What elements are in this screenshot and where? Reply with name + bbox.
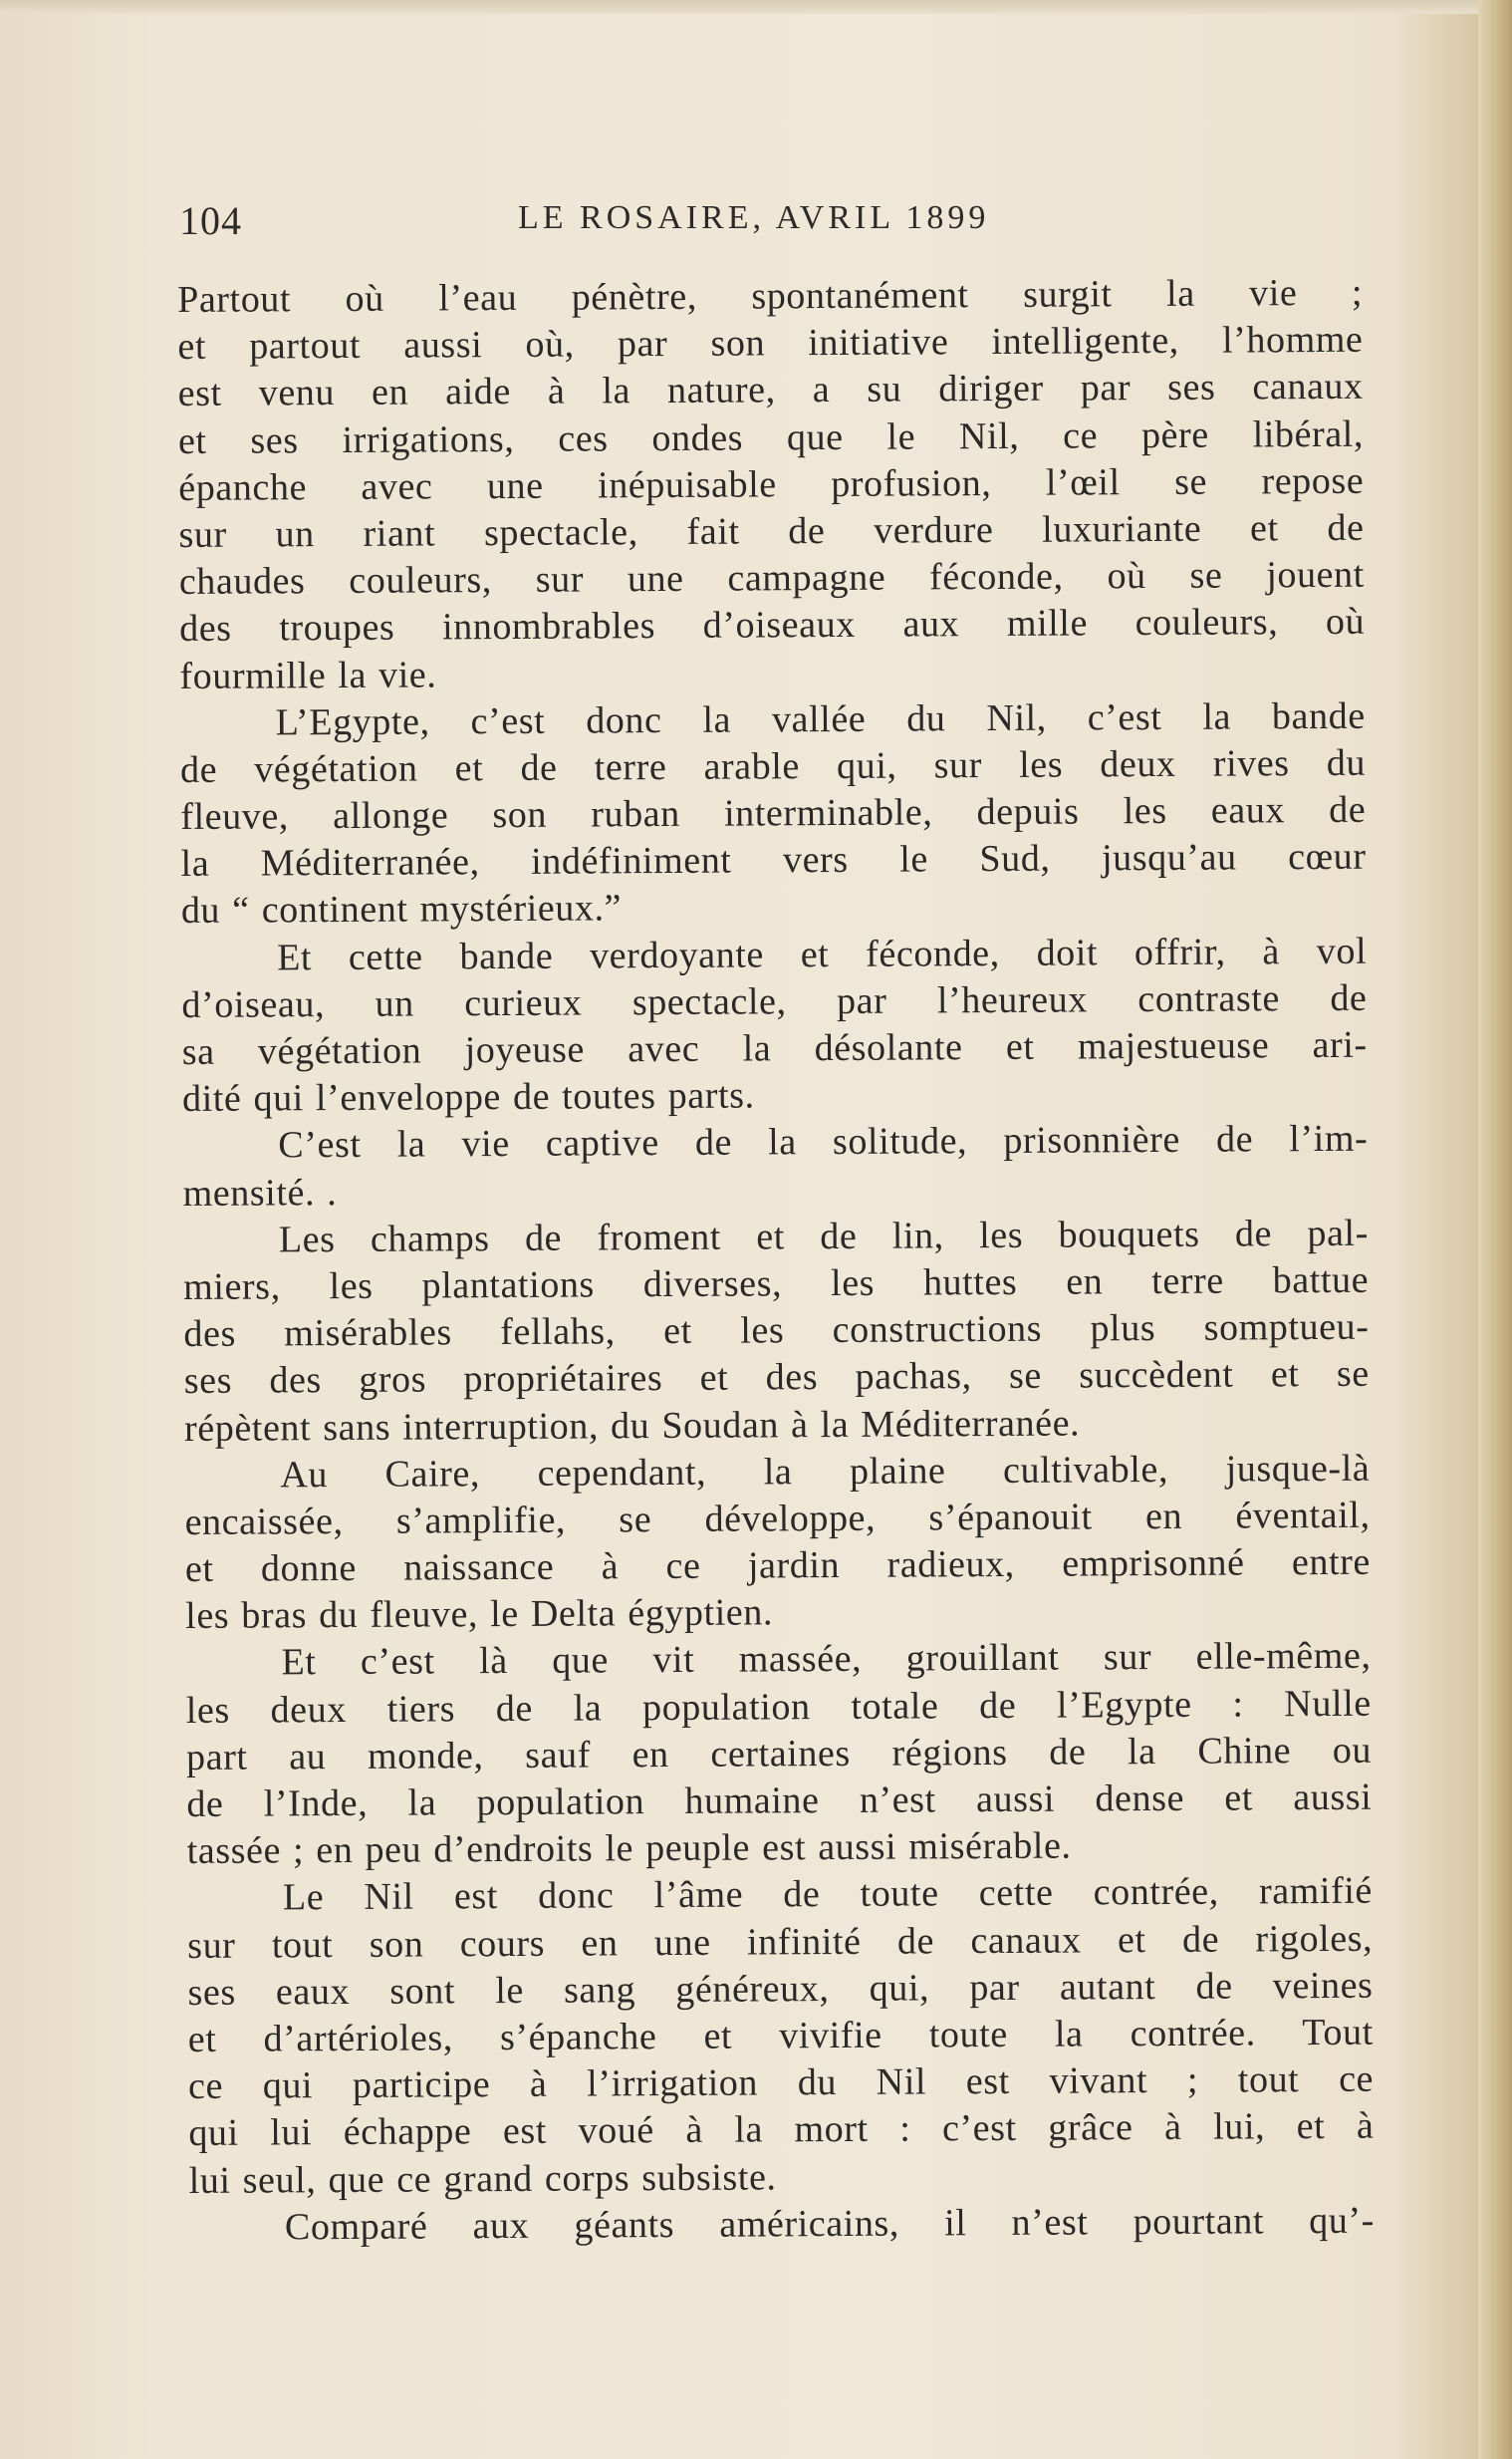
text-line: ses eaux sont le sang généreux, qui, par autant de veines — [187, 1964, 1374, 2014]
text-line: chaudes couleurs, sur une campagne féconde, où se jouent — [178, 553, 1365, 604]
text-line: encaissée, s’amplifie, se développe, s’épanouit en éventail, — [184, 1494, 1371, 1543]
text-line: ce qui participe à l’irrigation du Nil est vivant ; tout ce — [187, 2057, 1375, 2108]
page-top-edge — [0, 0, 1512, 14]
text-line: Partout où l’eau pénètre, spontanément surgit la vie ; — [177, 271, 1364, 321]
text-line: Le Nil est donc l’âme de toute cette contrée, ramifié — [282, 1870, 1374, 1919]
text-line: les deux tiers de la population totale de l’Egypte : Nulle — [185, 1682, 1372, 1732]
text-line: miers, les plantations diverses, les huttes en terre battue — [183, 1258, 1370, 1308]
text-line: Comparé aux géants américains, il n’est pourtant qu’- — [284, 2199, 1376, 2249]
page-right-edge — [1478, 0, 1512, 2459]
page-header — [179, 197, 1375, 247]
text-line: fleuve, allonge son ruban interminable, depuis les eaux de — [180, 788, 1367, 839]
text-line: d’oiseau, un curieux spectacle, par l’heureux contraste de — [181, 976, 1368, 1026]
running-head: LE ROSAIRE, AVRIL 1899 — [518, 199, 990, 236]
text-line: et donne naissance à ce jardin radieux, emprisonné entre — [184, 1540, 1372, 1591]
text-line: sur tout son cours en une infinité de canaux et de rigoles, — [187, 1917, 1374, 1967]
text-line: fourmille la vie. — [179, 653, 437, 697]
text-line: qui lui échappe est voué à la mort : c’est grâce à lui, et à — [188, 2105, 1375, 2155]
text-line: Au Caire, cependant, la plaine cultivable, jusque-là — [280, 1447, 1371, 1497]
text-line: et d’artérioles, s’épanche et vivifie toute la contrée. Tout — [187, 2011, 1374, 2060]
text-line: Et c’est là que vit massée, grouillant sur elle-même, — [281, 1635, 1372, 1684]
text-line: la Méditerranée, indéfiniment vers le Sud, jusqu’au cœur — [180, 835, 1367, 886]
text-line: dité qui l’enveloppe de toutes parts. — [181, 1074, 755, 1121]
text-line: sur un riant spectacle, fait de verdure luxuriante et de — [178, 506, 1365, 556]
text-line: répètent sans interruption, du Soudan à la Méditerranée. — [183, 1401, 1081, 1450]
text-line: de l’Inde, la population humaine n’est aussi dense et aussi — [186, 1776, 1373, 1825]
text-line: est venu en aide à la nature, a su diriger par ses canaux — [177, 366, 1364, 415]
text-line: du “ continent mystérieux.” — [180, 887, 623, 933]
text-line: lui seul, que ce grand corps subsiste. — [188, 2155, 777, 2202]
text-line: de végétation et de terre arable qui, sur les deux rives du — [179, 741, 1367, 791]
text-line: part au monde, sauf en certaines régions de la Chine ou — [185, 1729, 1373, 1778]
text-line: C’est la vie captive de la solitude, prisonnière de l’im- — [278, 1118, 1369, 1167]
text-line: et partout aussi où, par son initiative intelligente, l’homme — [177, 318, 1364, 369]
text-line: Les champs de froment et de lin, les bouquets de pal- — [278, 1212, 1370, 1261]
text-line: épanche avec une inépuisable profusion, l’œil se repose — [178, 459, 1365, 509]
text-line: sa végétation joyeuse avec la désolante et majestueuse ari- — [181, 1023, 1368, 1073]
body-text — [177, 270, 1375, 2252]
text-line: des troupes innombrables d’oiseaux aux mille couleurs, où — [179, 601, 1366, 651]
text-line: ses des gros propriétaires et des pachas, se succèdent et se — [183, 1353, 1370, 1403]
text-line: mensité. . — [182, 1171, 338, 1215]
text-line: Et cette bande verdoyante et féconde, doit offrir, à vol — [277, 930, 1368, 979]
text-line: L’Egypte, c’est donc la vallée du Nil, c’est la bande — [275, 694, 1366, 744]
text-line: et ses irrigations, ces ondes que le Nil, ce père libéral, — [177, 412, 1365, 462]
text-line: les bras du fleuve, le Delta égyptien. — [185, 1591, 774, 1638]
page-number: 104 — [179, 198, 242, 243]
text-line: des misérables fellahs, et les constructions plus somptueu- — [183, 1305, 1370, 1356]
text-line: tassée ; en peu d’endroits le peuple est aussi misérable. — [186, 1824, 1072, 1873]
